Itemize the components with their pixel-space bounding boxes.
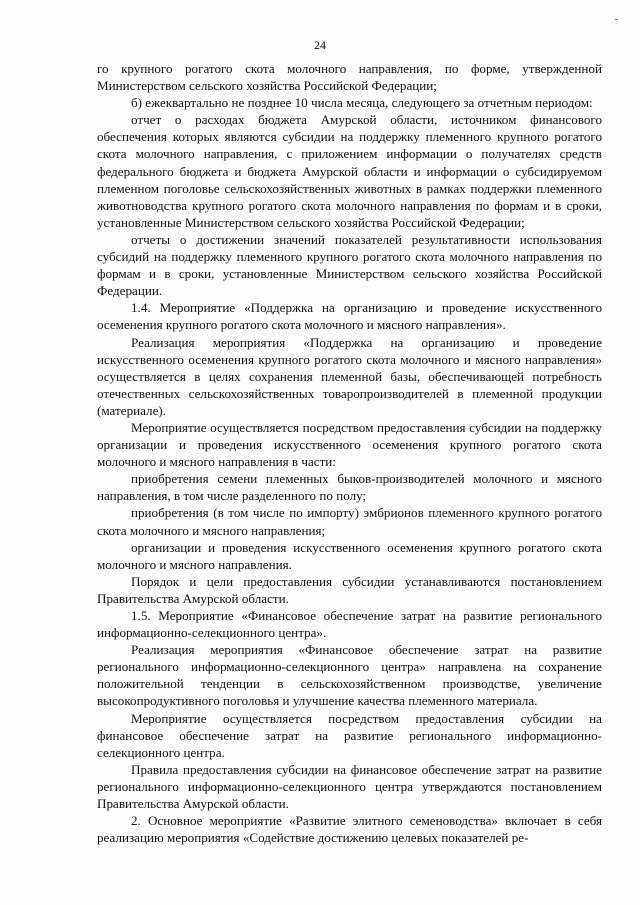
paragraph: Мероприятие осуществляется посредством предоставления субсидии на финансовое обеспечение затрат на развитие регионального информационно-селекционного центра. [97, 710, 602, 760]
paragraph: организации и проведения искусственного осеменения крупного рогатого скота молочного и мясного направления. [97, 539, 602, 572]
paragraph: го крупного рогатого скота молочного направления, по форме, утвержденной Министерством сельского хозяйства Российской Федерации; [97, 61, 602, 94]
document-body [97, 60, 602, 846]
paragraph: Реализация мероприятия «Финансовое обеспечение затрат на развитие регионального информационно-селекционного центра» направлена на сохранение положительной тенденции в сельскохозяйственном производстве, увеличение высокопродуктивного поголовья и улучшение качества племенного материала. [97, 642, 602, 709]
corner-mark: - [614, 14, 618, 25]
paragraph: приобретения семени племенных быков-производителей молочного и мясного направления, в том числе разделенного по полу; [97, 471, 602, 504]
paragraph: 2. Основное мероприятие «Развитие элитного семеноводства» включает в себя реализацию мероприятия «Содействие достижению целевых показателей ре- [97, 813, 602, 846]
paragraph: 1.5. Мероприятие «Финансовое обеспечение затрат на развитие регионального информационно-селекционного центра». [97, 608, 602, 641]
paragraph: 1.4. Мероприятие «Поддержка на организацию и проведение искусственного осеменения крупного рогатого скота молочного и мясного направления». [97, 300, 602, 333]
paragraph: отчеты о достижении значений показателей результативности использования субсидий на поддержку племенного крупного рогатого скота молочного направления по формам и в сроки, установленные Министерством сельского хозяйства Российской Федерации. [97, 231, 602, 299]
page-number: 24 [314, 38, 326, 52]
paragraph: Мероприятие осуществляется посредством предоставления субсидии на поддержку организации и проведения искусственного осеменения крупного рогатого скота молочного и мясного направления в части: [97, 419, 602, 470]
paragraph: Правила предоставления субсидии на финансовое обеспечение затрат на развитие регионального информационно-селекционного центра утверждаются постановлением Правительства Амурской области. [97, 761, 602, 812]
paragraph: приобретения (в том числе по импорту) эмбрионов племенного крупного рогатого скота молочного и мясного направления; [97, 505, 602, 538]
paragraph: б) ежеквартально не позднее 10 числа месяца, следующего за отчетным периодом: [131, 95, 593, 111]
paragraph: Порядок и цели предоставления субсидии устанавливаются постановлением Правительства Амурской области. [97, 573, 602, 606]
paragraph: Реализация мероприятия «Поддержка на организацию и проведение искусственного осеменения крупного рогатого скота молочного и мясного направления» осуществляется в целях сохранения племенной базы, обеспечивающей потребность отечественных сельскохозяйственных товаропроизводителей в племенной продукции (материале). [97, 334, 602, 418]
paragraph: отчет о расходах бюджета Амурской области, источником финансового обеспечения которых являются субсидии на поддержку племенного крупного рогатого скота молочного направления, с приложением информации о получателях средств федерального бюджета и бюджета Амурской области и информации о субсидируемом племенном поголовье сельскохозяйственных животных в рамках поддержки племенного животноводства крупного рогатого скота молочного направления по формам и в сроки, установленные Министерством сельского хозяйства Российской Федерации; [97, 112, 602, 230]
